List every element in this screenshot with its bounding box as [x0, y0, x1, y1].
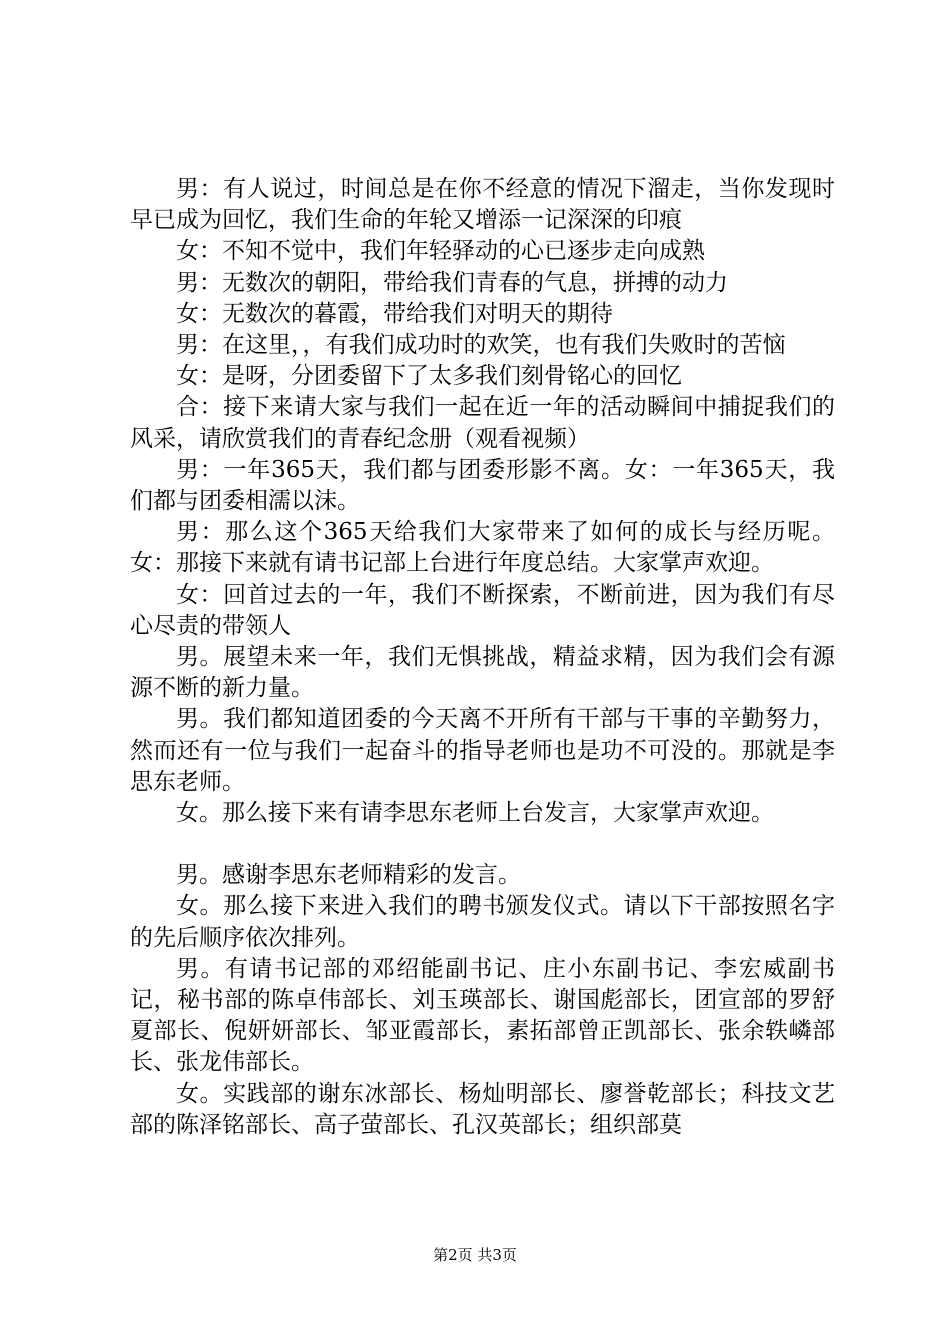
paragraph: 女：是呀，分团委留下了太多我们刻骨铭心的回忆: [176, 363, 682, 390]
paragraph: 女：不知不觉中，我们年轻驿动的心已逐步走向成熟: [176, 238, 705, 265]
paragraph: 男：有人说过，时间总是在你不经意的情况下溜走，当你发现时早已成为回忆，我们生命的年轮又增添一记深深的印痕: [130, 176, 835, 234]
paragraph: 女。那么接下来有请李思东老师上台发言，大家掌声欢迎。: [176, 800, 774, 827]
paragraph: 女。实践部的谢东冰部长、杨灿明部长、廖誉乾部长；科技文艺部的陈泽铭部长、高子萤部长、孔汉英部长；组织部莫: [130, 1080, 835, 1138]
paragraph: 男：那么这个365天给我们大家带来了如何的成长与经历呢。女：那接下来就有请书记部上台进行年度总结。大家掌声欢迎。: [130, 519, 835, 577]
paragraph: 合：接下来请大家与我们一起在近一年的活动瞬间中捕捉我们的风采，请欣赏我们的青春纪念册（观看视频）: [130, 394, 835, 452]
paragraph: 男。感谢李思东老师精彩的发言。: [176, 862, 521, 889]
paragraph: 男：一年365天，我们都与团委形影不离。女：一年365天，我们都与团委相濡以沫。: [130, 456, 835, 515]
paragraph: 女：回首过去的一年，我们不断探索，不断前进，因为我们有尽心尽责的带领人: [130, 581, 835, 639]
paragraph: 男。展望未来一年，我们无惧挑战，精益求精，因为我们会有源源不断的新力量。: [130, 644, 835, 702]
paragraph: 男。有请书记部的邓绍能副书记、庄小东副书记、李宏威副书记，秘书部的陈卓伟部长、刘玉瑛部长、谢国彪部长，团宣部的罗舒夏部长、倪妍妍部长、邹亚霞部长，素拓部曾正凯部长、张余轶嶙部长、张龙伟部长。: [130, 955, 835, 1076]
paragraph: 男。我们都知道团委的今天离不开所有干部与干事的辛勤努力，然而还有一位与我们一起奋斗的指导老师也是功不可没的。那就是李思东老师。: [130, 706, 835, 795]
paragraph: 女。那么接下来进入我们的聘书颁发仪式。请以下干部按照名字的先后顺序依次排列。: [130, 893, 835, 951]
page-number-footer: 第2页 共3页: [433, 1246, 517, 1264]
paragraph: 男：无数次的朝阳，带给我们青春的气息，拼搏的动力: [176, 269, 728, 296]
paragraph: 女：无数次的暮霞，带给我们对明天的期待: [176, 300, 613, 327]
document-body: [130, 174, 835, 1141]
paragraph: 男：在这里，，有我们成功时的欢笑，也有我们失败时的苦恼: [176, 332, 786, 359]
